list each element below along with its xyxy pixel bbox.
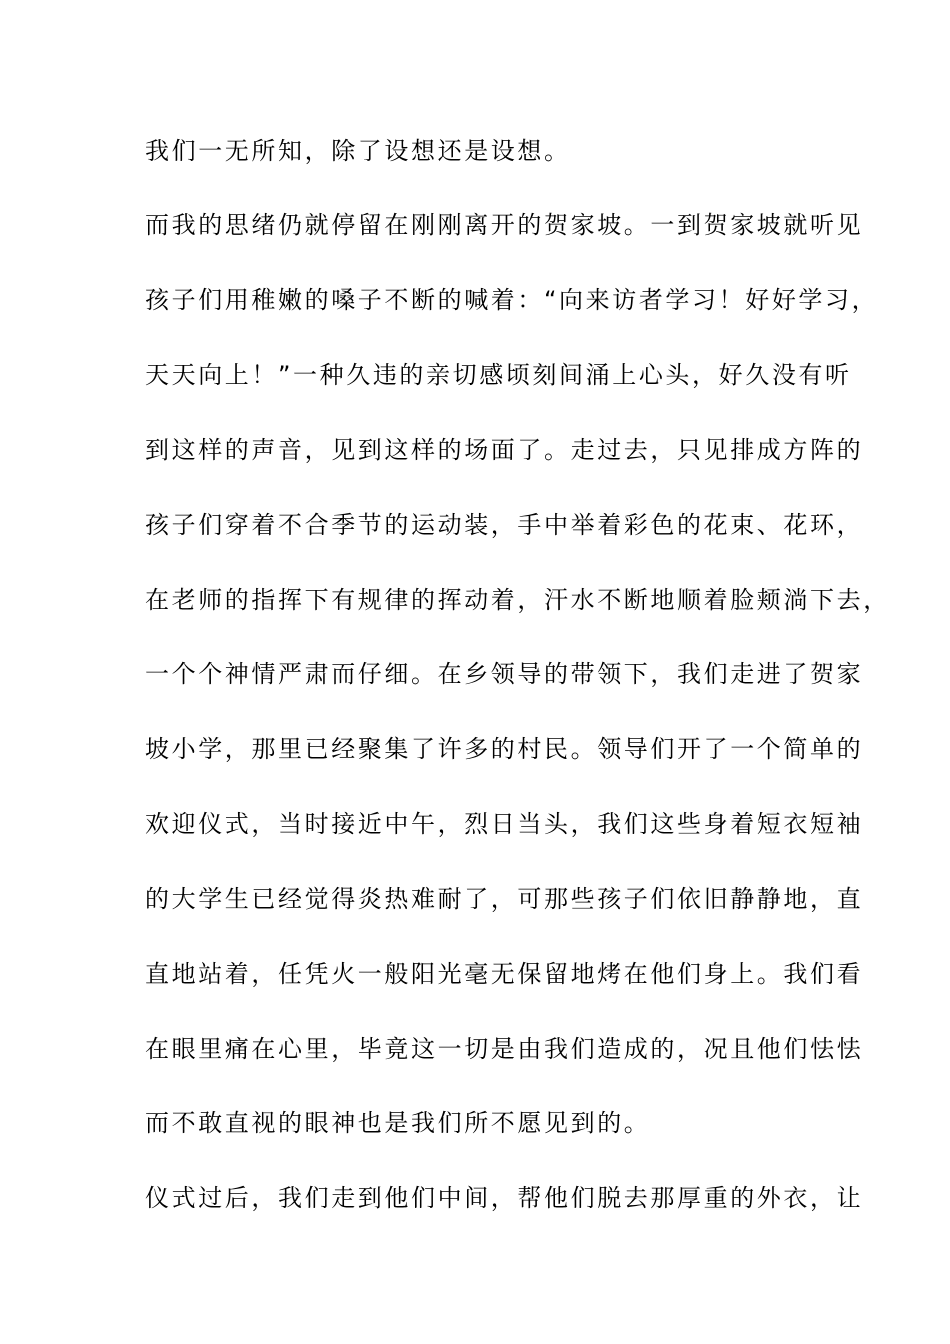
text-line-2: 而我的思绪仍就停留在刚刚离开的贺家坡。一到贺家坡就听见 — [145, 211, 864, 239]
text-line-1: 我们一无所知，除了设想还是设想。 — [145, 137, 571, 165]
text-line-14: 而不敢直视的眼神也是我们所不愿见到的。 — [145, 1109, 651, 1137]
text-line-5: 到这样的声音，见到这样的场面了。走过去，只见排成方阵的 — [145, 436, 864, 464]
text-line-4: 天天向上！”一种久违的亲切感顷刻间涌上心头，好久没有听 — [145, 361, 852, 389]
text-line-15: 仪式过后，我们走到他们中间，帮他们脱去那厚重的外衣，让 — [145, 1184, 864, 1212]
text-line-11: 的大学生已经觉得炎热难耐了，可那些孩子们依旧静静地，直 — [145, 885, 864, 913]
text-line-3: 孩子们用稚嫩的嗓子不断的喊着：“向来访者学习！好好学习， — [145, 286, 879, 314]
text-line-9: 坡小学，那里已经聚集了许多的村民。领导们开了一个简单的 — [145, 735, 864, 763]
text-line-12: 直地站着，任凭火一般阳光毫无保留地烤在他们身上。我们看 — [145, 960, 864, 988]
text-line-13: 在眼里痛在心里，毕竟这一切是由我们造成的，况且他们怯怯 — [145, 1035, 864, 1063]
text-line-6: 孩子们穿着不合季节的运动装，手中举着彩色的花束、花环， — [145, 511, 864, 539]
text-line-7: 在老师的指挥下有规律的挥动着，汗水不断地顺着脸颊淌下去， — [145, 586, 890, 614]
text-line-8: 一个个神情严肃而仔细。在乡领导的带领下，我们走进了贺家 — [145, 660, 864, 688]
text-line-10: 欢迎仪式，当时接近中午，烈日当头，我们这些身着短衣短袖 — [145, 810, 864, 838]
